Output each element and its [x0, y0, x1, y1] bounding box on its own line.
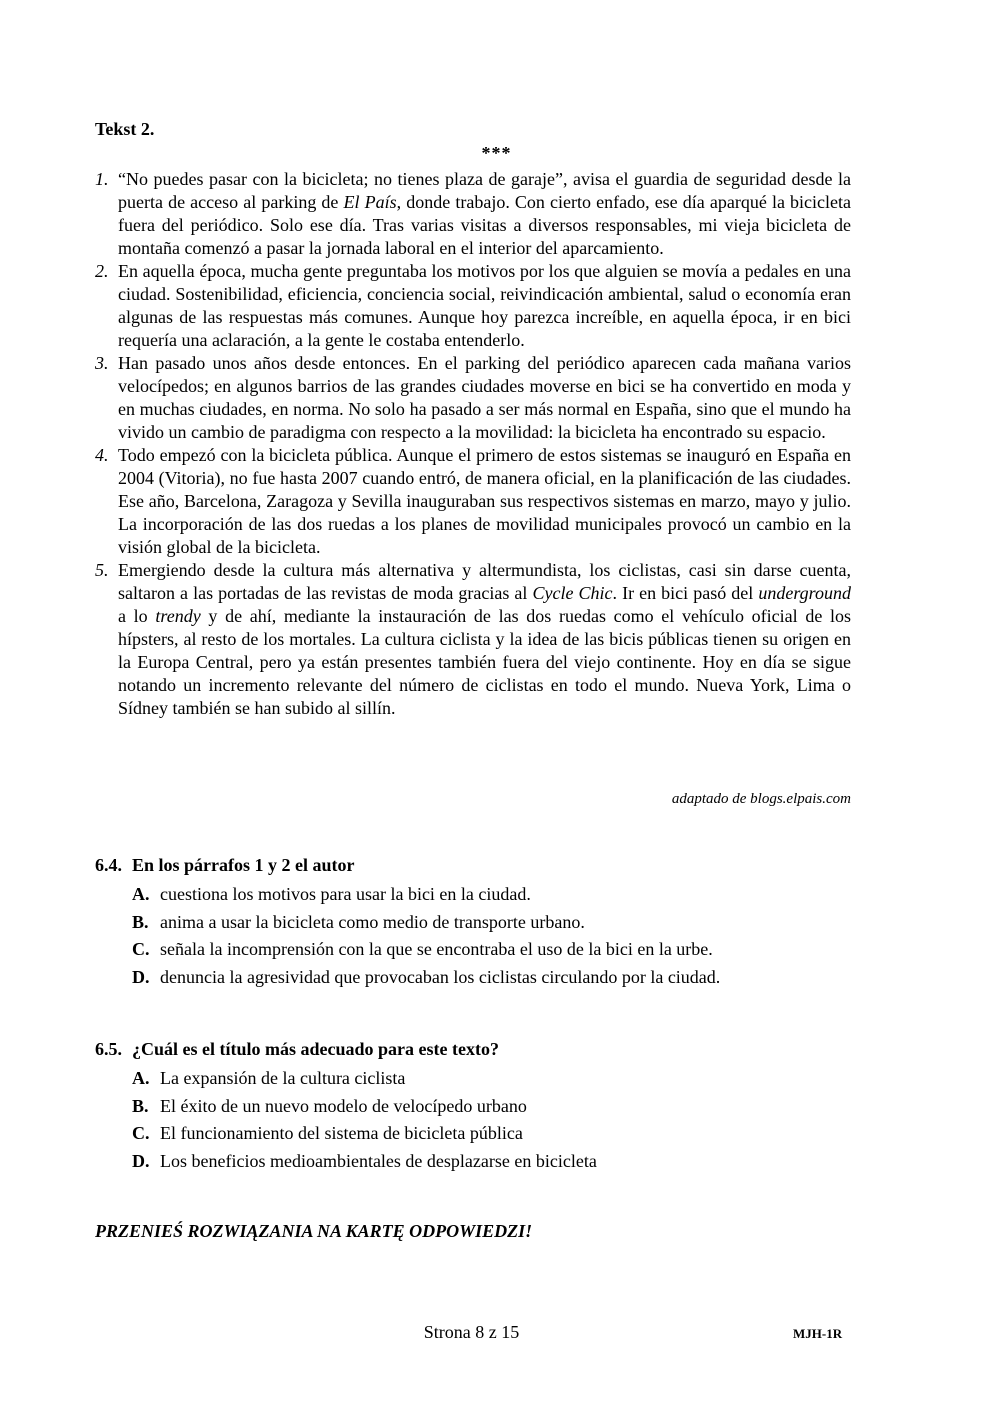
- answer-option-c[interactable]: [132, 1120, 855, 1148]
- text-run: , donde trabajo. Con cierto enfado, ese día aparqué la bicicleta fuera del periódico. Solo ese día. Tras varias visitas a diversos responsables, mi vieja bicicleta de montaña comenzó a pasar la jornada laboral en el interior del aparcamiento.: [118, 192, 852, 258]
- text-run: En aquella época, mucha gente preguntaba los motivos por los que alguien se movía a pedales en una ciudad. Sostenibilidad, eficiencia, conciencia social, reivindicación ambiental, salud o economía eran algunas de las respuestas más comunes. Aunque hoy parezca increíble, en aquella época, ir en bici requería una aclaración, a la gente le costaba entenderlo.: [118, 261, 851, 350]
- paragraph-number: 2.: [95, 261, 109, 281]
- option-letter: A.: [132, 884, 150, 904]
- question-number: 6.4.: [95, 855, 122, 875]
- article-paragraph-4: [95, 444, 851, 559]
- question-stem: [95, 854, 855, 877]
- option-text: señala la incomprensión con la que se encontraba el uso de la bici en la urbe.: [160, 939, 713, 959]
- page-number: Strona 8 z 15: [423, 1322, 520, 1342]
- article-body: [95, 168, 851, 720]
- question-text: ¿Cuál es el título más adecuado para este texto?: [132, 1039, 499, 1059]
- italic-term: Cycle Chic: [532, 583, 613, 603]
- text-run: a lo: [118, 606, 156, 626]
- question-number: 6.5.: [95, 1039, 122, 1059]
- option-text: Los beneficios medioambientales de desplazarse en bicicleta: [160, 1150, 597, 1171]
- question-6-5: [95, 1038, 855, 1175]
- italic-term: trendy: [155, 606, 201, 626]
- article-paragraph-2: [95, 260, 851, 352]
- paragraph-number: 3.: [95, 353, 109, 373]
- section-separator: ***: [481, 143, 512, 163]
- text-run: y de ahí, mediante la instauración de las dos ruedas como el vehículo oficial de los hípsters, al resto de los mortales. La cultura ciclista y la idea de las bicis públicas tienen su origen en la Europa Central, pero ya están presentes también fuera del viejo continente. Hoy en día se sigue notando un incremento relevante del número de ciclistas en todo el mundo. Nueva York, Lima o Sídney también se han subido al sillín.: [118, 606, 851, 718]
- paragraph-number: 5.: [95, 560, 109, 580]
- exam-code: MJH-1R: [793, 1326, 843, 1341]
- option-letter: A.: [132, 1068, 150, 1088]
- text-run: . Ir en bici pasó del: [612, 583, 759, 603]
- option-text: El funcionamiento del sistema de bicicleta pública: [160, 1123, 523, 1143]
- option-letter: B.: [132, 1095, 149, 1116]
- italic-term: El País: [343, 192, 397, 212]
- answer-sheet-instruction: PRZENIEŚ ROZWIĄZANIA NA KARTĘ ODPOWIEDZI!: [95, 1221, 533, 1241]
- paragraph-text: [118, 353, 851, 442]
- answer-option-b[interactable]: [132, 1093, 855, 1121]
- article-paragraph-5: [95, 559, 851, 720]
- option-letter: C.: [132, 939, 150, 959]
- option-text: anima a usar la bicicleta como medio de transporte urbano.: [160, 911, 585, 932]
- question-6-4: [95, 854, 855, 991]
- text-run: Todo empezó con la bicicleta pública. Aunque el primero de estos sistemas se inauguró en España en 2004 (Vitoria), no fue hasta 2007 cuando entró, de manera oficial, en la planificación de las ciudades. Ese año, Barcelona, Zaragoza y Sevilla inauguraban sus respectivos sistemas en marzo, mayo y julio. La incorporación de las dos ruedas a los planes de movilidad municipales provocó un cambio en la visión global de la bicicleta.: [118, 445, 851, 557]
- paragraph-text: [118, 445, 851, 557]
- answer-option-a[interactable]: [132, 881, 855, 909]
- paragraph-text: [118, 169, 851, 258]
- question-text: En los párrafos 1 y 2 el autor: [132, 855, 355, 875]
- question-stem: [95, 1038, 855, 1061]
- paragraph-number: 4.: [95, 445, 109, 465]
- answer-option-d[interactable]: [132, 964, 855, 992]
- article-source: adaptado de blogs.elpais.com: [671, 791, 851, 807]
- answer-option-c[interactable]: [132, 936, 855, 964]
- answer-options: [95, 1065, 855, 1175]
- option-letter: C.: [132, 1123, 150, 1143]
- article-paragraph-1: [95, 168, 851, 260]
- option-text: La expansión de la cultura ciclista: [160, 1068, 406, 1088]
- answer-option-d[interactable]: [132, 1148, 855, 1176]
- option-text: cuestiona los motivos para usar la bici en la ciudad.: [160, 884, 531, 904]
- option-text: denuncia la agresividad que provocaban los ciclistas circulando por la ciudad.: [160, 966, 721, 987]
- answer-option-b[interactable]: [132, 909, 855, 937]
- paragraph-number: 1.: [95, 169, 109, 189]
- paragraph-text: [118, 560, 851, 718]
- option-letter: B.: [132, 911, 149, 932]
- text-run: Han pasado unos años desde entonces. En el parking del periódico aparecen cada mañana varios velocípedos; en algunos barrios de las grandes ciudades moverse en bici se ha convertido en moda y en muchas ciudades, en norma. No solo ha pasado a ser más normal en España, sino que el mundo ha vivido un cambio de paradigma con respecto a la movilidad: la bicicleta ha encontrado su espacio.: [118, 353, 851, 442]
- italic-term: underground: [758, 583, 851, 603]
- answer-options: [95, 881, 855, 991]
- option-letter: D.: [132, 1150, 150, 1171]
- option-letter: D.: [132, 966, 150, 987]
- text-run: Emergiendo desde la cultura más alternativa y altermundista, los ciclistas, casi sin darse cuenta, saltaron a las portadas de las revistas de moda gracias al: [118, 560, 851, 603]
- option-text: El éxito de un nuevo modelo de velocípedo urbano: [160, 1095, 527, 1116]
- paragraph-text: [118, 261, 851, 350]
- answer-option-a[interactable]: [132, 1065, 855, 1093]
- article-paragraph-3: [95, 352, 851, 444]
- text-run: “No puedes pasar con la bicicleta; no tienes plaza de garaje”, avisa el guardia de seguridad desde la puerta de acceso al parking de: [118, 169, 851, 212]
- text-title: Tekst 2.: [95, 119, 155, 139]
